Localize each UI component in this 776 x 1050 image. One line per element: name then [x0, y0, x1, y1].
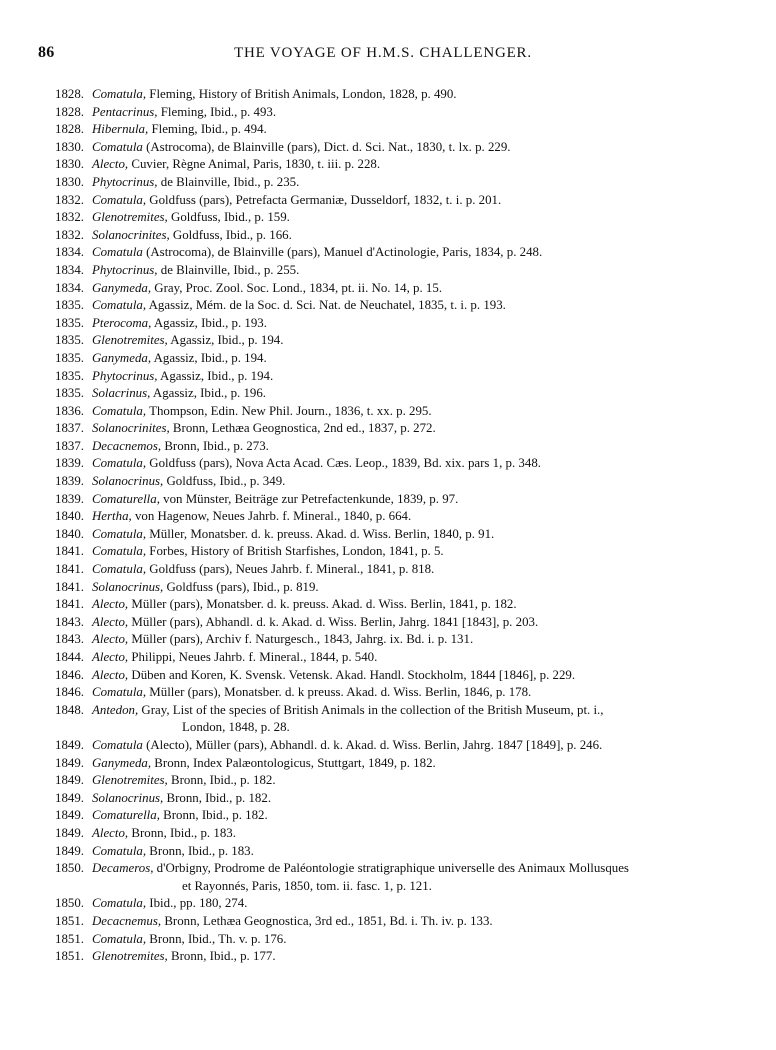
- entry-genus: Hertha,: [92, 509, 132, 524]
- entry-year: 1849.: [55, 737, 85, 752]
- entry-reference: Philippi, Neues Jahrb. f. Mineral., 1844, p. 540.: [128, 650, 378, 664]
- entry-genus: Alecto,: [92, 825, 129, 840]
- entry-genus: Alecto,: [92, 632, 129, 647]
- entry-citation: [92, 262, 299, 280]
- entry-genus: Comatula,: [92, 562, 147, 577]
- entry-year: 1835.: [55, 298, 85, 313]
- entry-year: 1851.: [55, 913, 85, 928]
- entry-year: 1828.: [55, 87, 85, 101]
- list-item: [0, 931, 776, 949]
- entry-citation: [92, 895, 247, 913]
- entry-genus: Antedon,: [92, 702, 139, 717]
- entry-citation: [92, 385, 266, 403]
- entry-reference: de Blainville, Ibid., p. 235.: [157, 174, 300, 189]
- entry-genus: Phytocrinus,: [92, 262, 158, 277]
- entry-year: 1849.: [55, 843, 85, 858]
- entry-year: 1835.: [55, 315, 85, 330]
- entry-year: 1841.: [55, 544, 85, 559]
- entry-reference: Ibid., pp. 180, 274.: [146, 896, 248, 911]
- entry-year: 1849.: [55, 755, 85, 770]
- list-item: [0, 508, 776, 526]
- entry-citation: [92, 579, 319, 597]
- entry-citation: [92, 526, 494, 544]
- entry-genus: Comatula,: [92, 192, 147, 207]
- entry-reference: Bronn, Ibid., Th. v. p. 176.: [146, 931, 287, 946]
- entry-genus: Comatula,: [92, 87, 147, 101]
- entry-reference: von Münster, Beiträge zur Petrefactenkunde, 1839, p. 97.: [159, 491, 459, 506]
- entry-reference: Fleming, Ibid., p. 493.: [157, 104, 277, 119]
- entry-genus: Ganymeda,: [92, 755, 152, 770]
- entry-citation: [92, 543, 444, 561]
- entry-genus: Comatula: [92, 139, 143, 154]
- entry-citation: [92, 139, 511, 157]
- entry-citation: [92, 280, 442, 298]
- entry-citation: [92, 86, 457, 104]
- entry-citation: [92, 755, 436, 773]
- entry-year: 1832.: [55, 210, 85, 225]
- list-item: [0, 244, 776, 262]
- list-item: [0, 825, 776, 843]
- entry-genus: Solanocrinus,: [92, 579, 164, 594]
- entry-year: 1843.: [55, 614, 85, 629]
- page-header: [38, 44, 728, 66]
- entry-continuation: et Rayonnés, Paris, 1850, tom. ii. fasc. 1, p. 121.: [182, 878, 432, 893]
- entry-citation: [92, 455, 541, 473]
- list-item: [0, 104, 776, 122]
- entry-year: 1843.: [55, 632, 85, 647]
- entry-year: 1828.: [55, 122, 85, 137]
- entry-reference: Goldfuss (pars), Petrefacta Germaniæ, Dusseldorf, 1832, t. i. p. 201.: [146, 192, 502, 207]
- entry-reference: Gray, List of the species of British Animals in the collection of the British Museum, pt. i.,: [138, 702, 604, 717]
- entry-reference: d'Orbigny, Prodrome de Paléontologie stratigraphique universelle des Animaux Mollusques: [153, 861, 629, 876]
- list-item: [0, 368, 776, 386]
- entry-reference: Agassiz, Ibid., p. 194.: [151, 350, 267, 365]
- entry-year: 1841.: [55, 562, 85, 577]
- entry-year: 1841.: [55, 579, 85, 594]
- entry-year: 1846.: [55, 685, 85, 700]
- entry-citation: [92, 104, 276, 122]
- entry-year: 1851.: [55, 949, 85, 964]
- list-item: [0, 121, 776, 139]
- entry-year: 1839.: [55, 491, 85, 506]
- entry-reference: Müller (pars), Monatsber. d. k preuss. Akad. d. Wiss. Berlin, 1846, p. 178.: [146, 685, 532, 700]
- entry-citation: [92, 209, 290, 227]
- entry-genus: Comatula,: [92, 685, 147, 700]
- entry-genus: Comatula: [92, 737, 143, 752]
- entry-genus: Glenotremites,: [92, 210, 168, 225]
- entry-reference: Bronn, Ibid., p. 182.: [163, 790, 272, 805]
- entry-year: 1834.: [55, 262, 85, 277]
- entry-reference: Müller, Monatsber. d. k. preuss. Akad. d. Wiss. Berlin, 1840, p. 91.: [146, 526, 495, 541]
- entry-year: 1849.: [55, 773, 85, 788]
- entry-genus: Alecto,: [92, 650, 129, 664]
- entry-genus: Phytocrinus,: [92, 174, 158, 189]
- entry-genus: Pentacrinus,: [92, 104, 158, 119]
- entry-year: 1836.: [55, 403, 85, 418]
- entry-genus: Solanocrinites,: [92, 421, 170, 436]
- entry-reference: Fleming, Ibid., p. 494.: [148, 122, 267, 137]
- entry-reference: Bronn, Lethæa Geognostica, 3rd ed., 1851, Bd. i. Th. iv. p. 133.: [161, 913, 493, 928]
- entry-genus: Comaturella,: [92, 491, 160, 506]
- entry-reference: Goldfuss (pars), Ibid., p. 819.: [163, 579, 319, 594]
- list-item: [0, 755, 776, 773]
- entry-reference: Bronn, Ibid., p. 183.: [146, 843, 254, 858]
- entry-continuation: London, 1848, p. 28.: [182, 720, 290, 735]
- entry-citation: [92, 860, 742, 895]
- entry-reference: de Blainville, Ibid., p. 255.: [157, 262, 300, 277]
- entry-year: 1837.: [55, 438, 85, 453]
- entry-genus: Comatula,: [92, 931, 147, 946]
- entry-reference: Müller (pars), Monatsber. d. k. preuss. Akad. d. Wiss. Berlin, 1841, p. 182.: [128, 597, 517, 612]
- entry-citation: [92, 174, 299, 192]
- entry-reference: Thompson, Edin. New Phil. Journ., 1836, t. xx. p. 295.: [146, 403, 432, 418]
- entry-citation: [92, 297, 506, 315]
- entry-citation: [92, 807, 268, 825]
- entry-reference: Goldfuss (pars), Nova Acta Acad. Cæs. Leop., 1839, Bd. xix. pars 1, p. 348.: [146, 456, 541, 471]
- list-item: [0, 737, 776, 755]
- entry-genus: Comatula,: [92, 403, 147, 418]
- list-item: [0, 139, 776, 157]
- entry-genus: Glenotremites,: [92, 949, 168, 964]
- entry-citation: [92, 614, 538, 632]
- list-item: [0, 684, 776, 702]
- entry-year: 1850.: [55, 861, 85, 876]
- entry-year: 1850.: [55, 896, 85, 911]
- entry-reference: Müller (pars), Abhandl. d. k. Akad. d. Wiss. Berlin, Jahrg. 1841 [1843], p. 203.: [128, 614, 539, 629]
- entry-genus: Pterocoma,: [92, 315, 152, 330]
- entry-citation: [92, 561, 434, 579]
- list-item: [0, 702, 776, 737]
- entry-reference: Goldfuss, Ibid., p. 159.: [167, 210, 290, 225]
- entry-reference: Goldfuss, Ibid., p. 349.: [163, 474, 286, 489]
- entry-reference: Agassiz, Mém. de la Soc. d. Sci. Nat. de Neuchatel, 1835, t. i. p. 193.: [146, 298, 506, 313]
- list-item: [0, 579, 776, 597]
- entry-genus: Glenotremites,: [92, 333, 168, 348]
- list-item: [0, 455, 776, 473]
- entry-reference: Forbes, History of British Starfishes, London, 1841, p. 5.: [146, 544, 444, 559]
- list-item: [0, 772, 776, 790]
- entry-genus: Alecto,: [92, 597, 129, 612]
- entry-genus: Ganymeda,: [92, 350, 152, 365]
- entry-citation: [92, 244, 542, 262]
- entry-reference: Bronn, Ibid., p. 273.: [161, 438, 269, 453]
- list-item: [0, 807, 776, 825]
- list-item: [0, 526, 776, 544]
- entry-citation: [92, 438, 269, 456]
- entry-genus: Decameros,: [92, 861, 154, 876]
- entry-year: 1832.: [55, 192, 85, 207]
- entry-genus: Solanocrinites,: [92, 227, 170, 242]
- list-item: [0, 156, 776, 174]
- list-item: [0, 491, 776, 509]
- list-item: [0, 948, 776, 966]
- entry-reference: Bronn, Ibid., p. 177.: [167, 949, 276, 964]
- entry-genus: Ganymeda,: [92, 280, 152, 295]
- entry-year: 1830.: [55, 157, 85, 172]
- entry-citation: [92, 913, 493, 931]
- entry-year: 1839.: [55, 456, 85, 471]
- entry-year: 1849.: [55, 808, 85, 823]
- list-item: [0, 297, 776, 315]
- entry-year: 1849.: [55, 790, 85, 805]
- list-item: [0, 614, 776, 632]
- entry-citation: [92, 948, 276, 966]
- entry-genus: Alecto,: [92, 667, 129, 682]
- entry-genus: Phytocrinus,: [92, 368, 158, 383]
- entry-reference: Agassiz, Ibid., p. 194.: [157, 368, 274, 383]
- entry-citation: [92, 843, 254, 861]
- entry-reference: Bronn, Ibid., p. 182.: [167, 773, 276, 788]
- entry-citation: [92, 368, 273, 386]
- list-item: [0, 543, 776, 561]
- entry-year: 1837.: [55, 421, 85, 436]
- list-item: [0, 209, 776, 227]
- entry-citation: [92, 403, 432, 421]
- entry-year: 1849.: [55, 825, 85, 840]
- list-item: [0, 332, 776, 350]
- list-item: [0, 473, 776, 491]
- entry-reference: Agassiz, Ibid., p. 196.: [150, 386, 267, 401]
- entry-genus: Glenotremites,: [92, 773, 168, 788]
- entry-citation: [92, 631, 473, 649]
- list-item: [0, 315, 776, 333]
- entry-reference: Gray, Proc. Zool. Soc. Lond., 1834, pt. ii. No. 14, p. 15.: [151, 280, 443, 295]
- list-item: [0, 843, 776, 861]
- entry-year: 1832.: [55, 227, 85, 242]
- entry-reference: Bronn, Index Palæontologicus, Stuttgart, 1849, p. 182.: [151, 755, 436, 770]
- entry-year: 1834.: [55, 280, 85, 295]
- entry-citation: [92, 227, 292, 245]
- entry-citation: [92, 315, 267, 333]
- entry-genus: Decacnemus,: [92, 913, 162, 928]
- entry-year: 1840.: [55, 526, 85, 541]
- list-item: [0, 385, 776, 403]
- entry-reference: Bronn, Lethæa Geognostica, 2nd ed., 1837, p. 272.: [169, 421, 436, 436]
- entry-reference: (Astrocoma), de Blainville (pars), Dict. d. Sci. Nat., 1830, t. lx. p. 229.: [142, 139, 511, 154]
- entry-citation: [92, 772, 276, 790]
- entry-citation: [92, 121, 267, 139]
- entry-year: 1846.: [55, 667, 85, 682]
- list-item: [0, 350, 776, 368]
- entry-reference: (Alecto), Müller (pars), Abhandl. d. k. Akad. d. Wiss. Berlin, Jahrg. 1847 [1849], p. 246.: [142, 737, 603, 752]
- entry-year: 1835.: [55, 368, 85, 383]
- entry-genus: Comaturella,: [92, 808, 160, 823]
- entry-genus: Solacrinus,: [92, 386, 151, 401]
- list-item: [0, 913, 776, 931]
- entry-year: 1830.: [55, 139, 85, 154]
- entry-citation: [92, 332, 283, 350]
- entry-genus: Decacnemos,: [92, 438, 162, 453]
- list-item: [0, 667, 776, 685]
- list-item: [0, 86, 776, 104]
- entry-reference: Müller (pars), Archiv f. Naturgesch., 1843, Jahrg. ix. Bd. i. p. 131.: [128, 632, 474, 647]
- entry-citation: [92, 491, 458, 509]
- entry-citation: [92, 350, 267, 368]
- entry-year: 1835.: [55, 333, 85, 348]
- list-item: [0, 860, 776, 895]
- entry-genus: Comatula,: [92, 456, 147, 471]
- entry-year: 1841.: [55, 597, 85, 612]
- entry-year: 1844.: [55, 650, 85, 664]
- entry-genus: Comatula,: [92, 526, 147, 541]
- entry-genus: Comatula: [92, 245, 143, 260]
- list-item: [0, 403, 776, 421]
- list-item: [0, 895, 776, 913]
- list-item: [0, 280, 776, 298]
- list-item: [0, 262, 776, 280]
- list-item: [0, 649, 776, 667]
- page-number: 86: [38, 44, 55, 61]
- entry-citation: [92, 508, 411, 526]
- entry-genus: Solanocrinus,: [92, 790, 164, 805]
- entry-genus: Alecto,: [92, 157, 129, 172]
- entry-reference: von Hagenow, Neues Jahrb. f. Mineral., 1840, p. 664.: [131, 509, 412, 524]
- entry-genus: Solanocrinus,: [92, 474, 164, 489]
- entry-year: 1848.: [55, 702, 85, 717]
- entry-citation: [92, 649, 377, 667]
- entry-genus: Comatula,: [92, 544, 147, 559]
- entry-genus: Alecto,: [92, 614, 129, 629]
- entry-reference: Bronn, Ibid., p. 182.: [159, 808, 268, 823]
- list-item: [0, 596, 776, 614]
- synonymy-list: [0, 86, 776, 966]
- entry-genus: Hibernula,: [92, 122, 149, 137]
- entry-citation: [92, 156, 380, 174]
- entry-reference: Düben and Koren, K. Svensk. Vetensk. Akad. Handl. Stockholm, 1844 [1846], p. 229.: [128, 667, 576, 682]
- running-title: THE VOYAGE OF H.M.S. CHALLENGER.: [234, 45, 532, 61]
- entry-reference: Agassiz, Ibid., p. 194.: [167, 333, 284, 348]
- list-item: [0, 192, 776, 210]
- entry-year: 1828.: [55, 104, 85, 119]
- list-item: [0, 790, 776, 808]
- entry-year: 1835.: [55, 350, 85, 365]
- entry-reference: Cuvier, Règne Animal, Paris, 1830, t. iii. p. 228.: [128, 157, 381, 172]
- entry-citation: [92, 790, 271, 808]
- entry-citation: [92, 420, 436, 438]
- entry-year: 1851.: [55, 931, 85, 946]
- entry-citation: [92, 684, 531, 702]
- entry-reference: Goldfuss (pars), Neues Jahrb. f. Mineral., 1841, p. 818.: [146, 562, 435, 577]
- list-item: [0, 174, 776, 192]
- entry-citation: [92, 192, 501, 210]
- entry-citation: [92, 667, 575, 685]
- list-item: [0, 561, 776, 579]
- entry-citation: [92, 473, 285, 491]
- list-item: [0, 227, 776, 245]
- entry-citation: [92, 825, 236, 843]
- entry-genus: Comatula,: [92, 896, 147, 911]
- list-item: [0, 420, 776, 438]
- entry-citation: [92, 596, 517, 614]
- entry-year: 1830.: [55, 174, 85, 189]
- list-item: [0, 631, 776, 649]
- entry-year: 1835.: [55, 386, 85, 401]
- entry-year: 1840.: [55, 509, 85, 524]
- entry-reference: Bronn, Ibid., p. 183.: [128, 825, 236, 840]
- list-item: [0, 438, 776, 456]
- entry-citation: [92, 737, 602, 755]
- entry-year: 1834.: [55, 245, 85, 260]
- entry-citation: [92, 702, 742, 737]
- entry-genus: Comatula,: [92, 843, 147, 858]
- entry-reference: Agassiz, Ibid., p. 193.: [151, 315, 267, 330]
- entry-reference: Goldfuss, Ibid., p. 166.: [169, 227, 292, 242]
- entry-year: 1839.: [55, 474, 85, 489]
- entry-reference: Fleming, History of British Animals, London, 1828, p. 490.: [146, 87, 457, 101]
- entry-genus: Comatula,: [92, 298, 147, 313]
- entry-citation: [92, 931, 286, 949]
- entry-reference: (Astrocoma), de Blainville (pars), Manuel d'Actinologie, Paris, 1834, p. 248.: [142, 245, 543, 260]
